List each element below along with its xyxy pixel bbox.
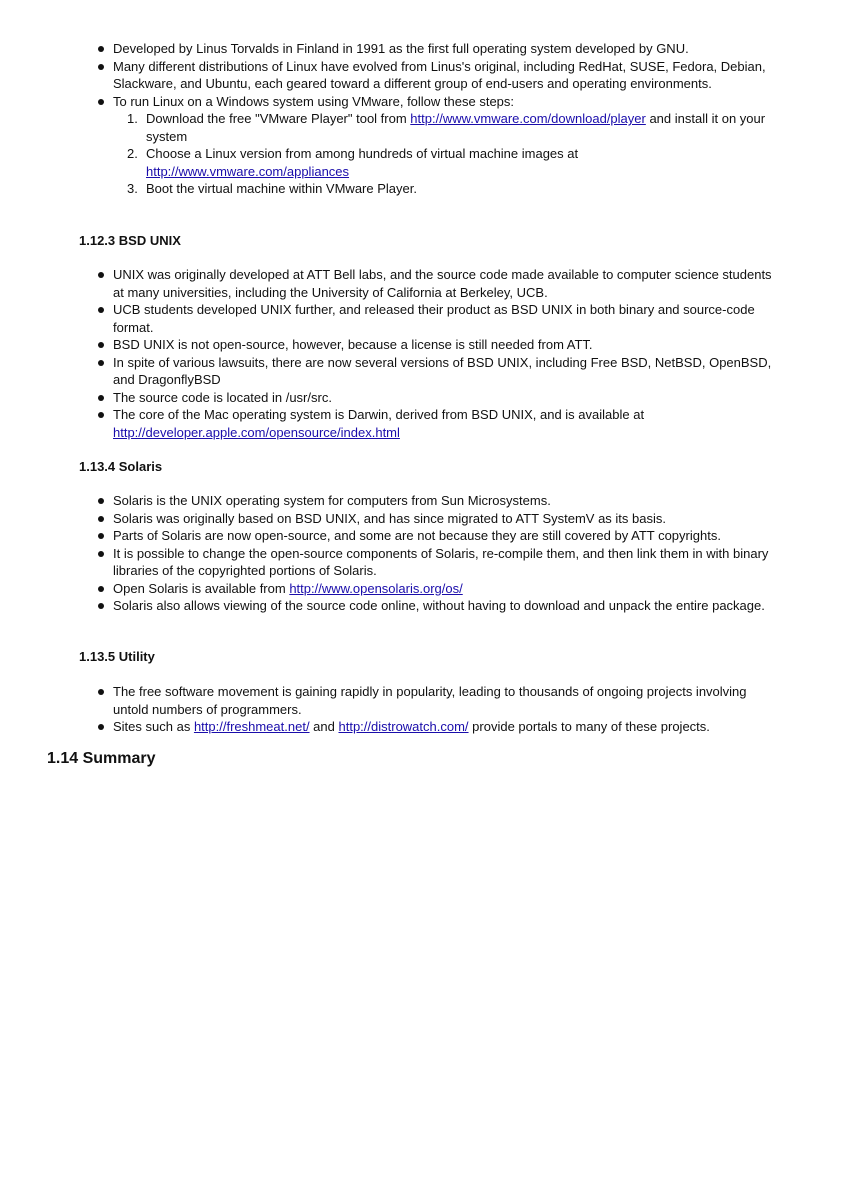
list-item [113,389,773,407]
list-item-text: Open Solaris is available from [113,580,290,596]
list-item-text: In spite of various lawsuits, there are now several versions of BSD UNIX, including Free BSD, NetBSD, OpenBSD, and DragonflyBSD [113,354,772,387]
list-item-text: Many different distributions of Linux have evolved from Linus's original, including RedHat, SUSE, Fedora, Debian, Slackware, and Ubuntu, each geared toward a different group of end-users and operating environments. [113,58,766,91]
step-item [127,145,776,180]
step-text: Download the free "VMware Player" tool from [146,111,411,126]
opensolaris-link[interactable]: http://www.opensolaris.org/os/ [289,580,463,596]
list-item-text: UNIX was originally developed at ATT Bell labs, and the source code made available to computer science students at many universities, including the University of California at Berkeley, UCB. [113,267,772,300]
list-item-text: Solaris also allows viewing of the source code online, without having to download and unpack the entire package. [113,598,765,613]
section-heading-summary: 1.14 Summary [47,750,156,767]
step-number: 1. [127,111,138,126]
list-item [113,336,773,354]
list-item-text: To run Linux on a Windows system using VMware, follow these steps: [113,93,515,109]
list-item-text: Solaris is the UNIX operating system for computers from Sun Microsystems. [113,493,551,508]
list-item [113,354,773,389]
bsd-list [113,266,773,441]
freshmeat-link[interactable]: http://freshmeat.net/ [193,719,310,734]
list-item-text: Solaris was originally based on BSD UNIX, and has since migrated to ATT SystemV as its basis. [113,510,666,526]
list-item [113,545,773,580]
vmware-steps-list [113,110,776,198]
section-heading-solaris: 1.13.4 Solaris [79,459,163,474]
linux-list [113,40,773,198]
vmware-player-link[interactable]: http://www.vmware.com/download/player [410,111,646,126]
step-text: and install it on your system [146,111,766,144]
list-item [113,580,773,598]
list-item-text: It is possible to change the open-source components of Solaris, re-compile them, and then link them in with binary libraries of the copyrighted portions of Solaris. [113,545,769,578]
vmware-appliances-link[interactable]: http://www.vmware.com/appliances [146,163,350,179]
step-text: Boot the virtual machine within VMware Player. [146,181,417,196]
list-item [113,406,773,441]
list-item [113,40,773,58]
step-item [127,180,776,198]
list-item-text: Parts of Solaris are now open-source, and some are not because they are still covered by ATT copyrights. [113,528,721,543]
list-item-text: and [309,719,339,734]
list-item [113,597,773,615]
list-item [113,683,773,718]
section-heading-bsd-unix: 1.12.3 BSD UNIX [79,233,181,248]
step-text: Choose a Linux version from among hundreds of virtual machine images at [146,146,579,161]
step-item [127,110,776,145]
list-item [113,266,773,301]
list-item [113,527,773,545]
list-item-text: BSD UNIX is not open-source, however, because a license is still needed from ATT. [113,337,593,352]
list-item-text: The source code is located in /usr/src. [113,389,332,405]
list-item [113,718,773,736]
list-item-text: provide portals to many of these projects. [468,719,710,734]
list-item [113,93,773,198]
list-item-text: The core of the Mac operating system is Darwin, derived from BSD UNIX, and is available at [113,407,645,422]
utility-list [113,683,773,736]
list-item-text: The free software movement is gaining rapidly in popularity, leading to thousands of ongoing projects involving untold numbers of programmers. [113,684,747,717]
list-item [113,510,773,528]
list-item-text: Developed by Linus Torvalds in Finland in 1991 as the first full operating system developed by GNU. [113,41,689,56]
list-item [113,58,773,93]
solaris-list [113,492,773,615]
step-number: 2. [127,146,138,161]
list-item [113,301,773,336]
distrowatch-link[interactable]: http://distrowatch.com/ [338,719,469,734]
apple-opensource-link[interactable]: http://developer.apple.com/opensource/index.html [113,424,400,440]
list-item [113,492,773,510]
list-item-text: UCB students developed UNIX further, and released their product as BSD UNIX in both binary and source-code format. [113,302,755,335]
list-item-text: Sites such as [113,719,194,734]
section-heading-utility: 1.13.5 Utility [79,649,155,664]
step-number: 3. [127,181,138,196]
